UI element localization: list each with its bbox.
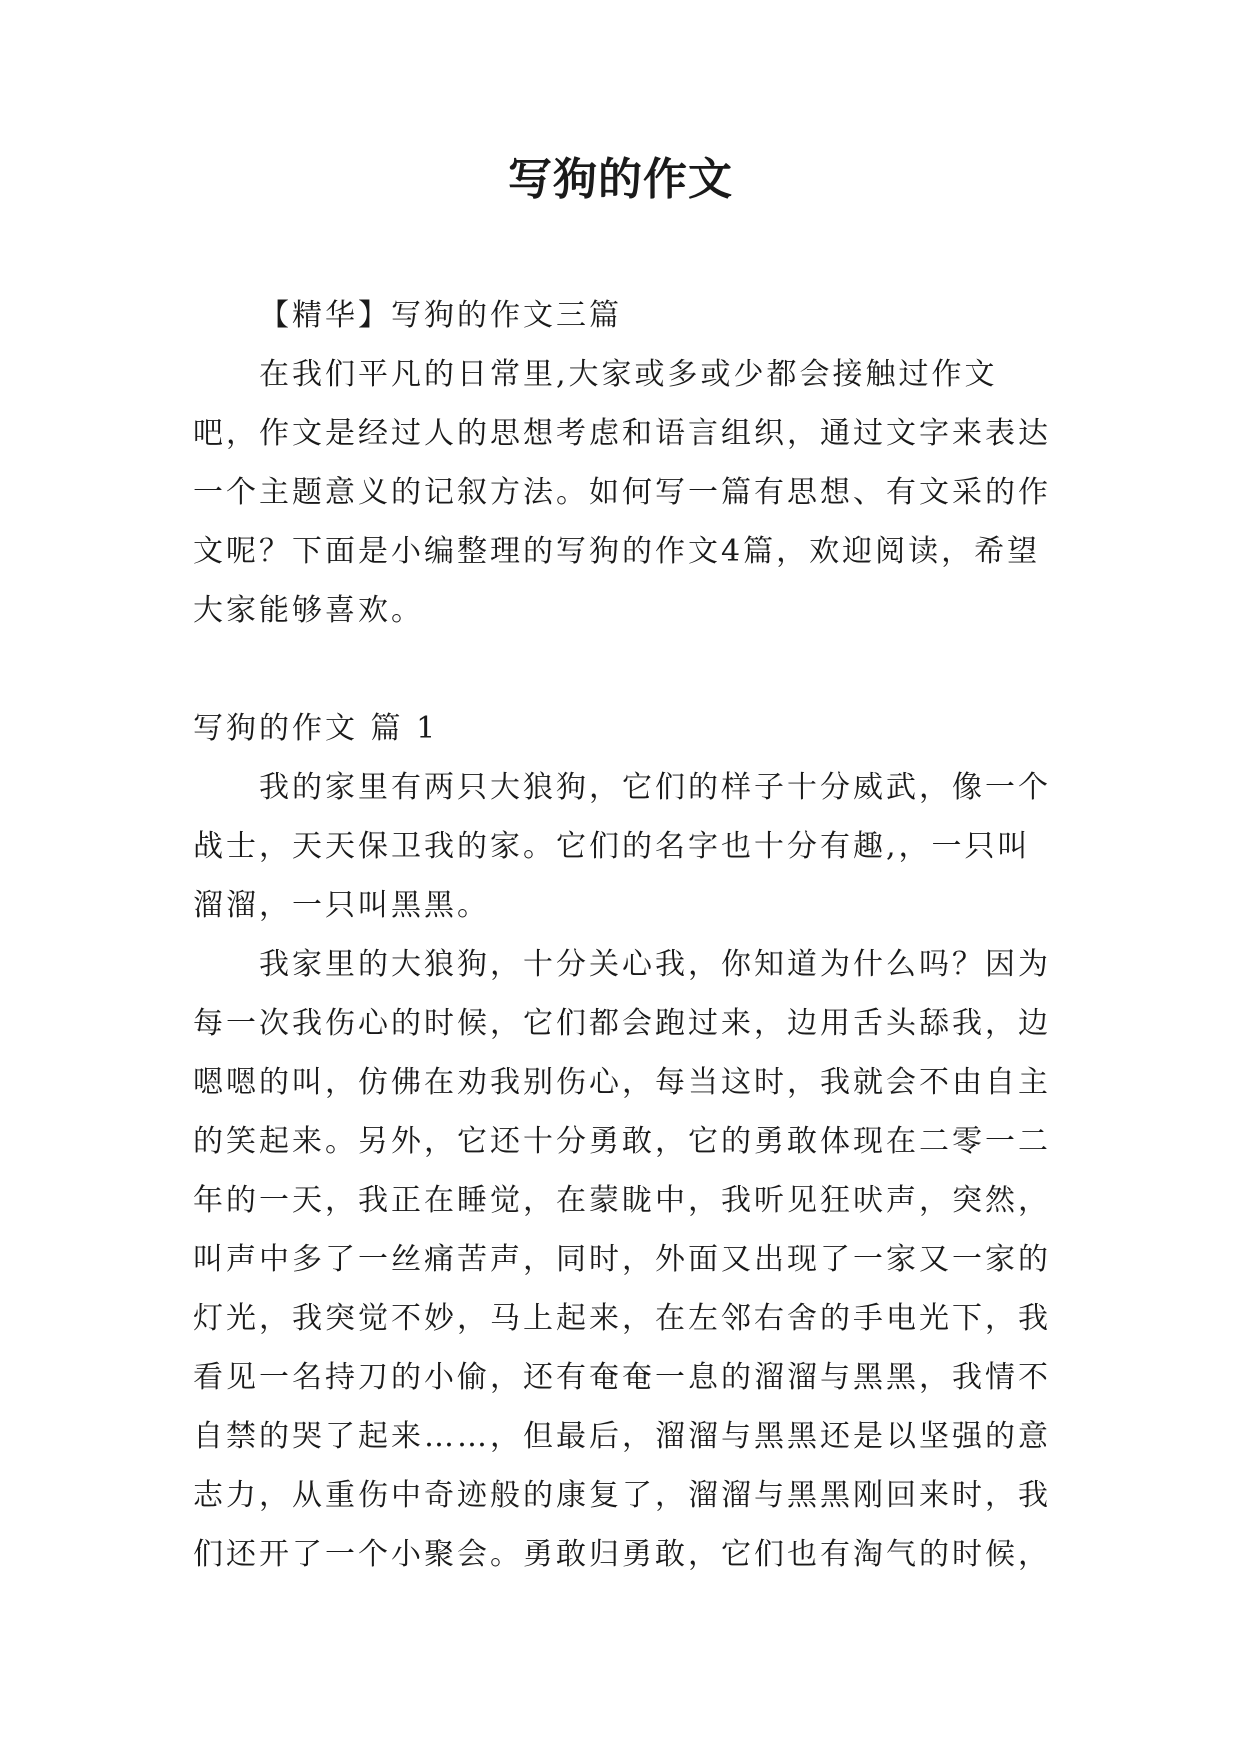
document-body (193, 286, 1053, 1584)
intro-paragraph: 在我们平凡的日常里,大家或多或少都会接触过作文吧，作文是经过人的思想考虑和语言组织，通过文字来表达一个主题意义的记叙方法。如何写一篇有思想、有文采的作文呢？下面是小编整理的写狗的作文4篇，欢迎阅读，希望大家能够喜欢。 (193, 357, 1051, 628)
document-title: 写狗的作文 (508, 154, 733, 205)
subtitle: 【精华】写狗的作文三篇 (259, 298, 622, 333)
section-heading: 写狗的作文 篇 1 (193, 711, 439, 746)
spacer (193, 640, 1053, 699)
body-paragraph-1: 我的家里有两只大狼狗，它们的样子十分威武，像一个战士，天天保卫我的家。它们的名字也十分有趣,，一只叫溜溜，一只叫黑黑。 (193, 770, 1051, 923)
body-paragraph-2: 我家里的大狼狗，十分关心我，你知道为什么吗？因为每一次我伤心的时候，它们都会跑过来，边用舌头舔我，边嗯嗯的叫，仿佛在劝我别伤心，每当这时，我就会不由自主的笑起来。另外，它还十分勇敢，它的勇敢体现在二零一二年的一天，我正在睡觉，在蒙眬中，我听见狂吠声，突然，叫声中多了一丝痛苦声，同时，外面又出现了一家又一家的灯光，我突觉不妙，马上起来，在左邻右舍的手电光下，我看见一名持刀的小偷，还有奄奄一息的溜溜与黑黑，我情不自禁的哭了起来……，但最后，溜溜与黑黑还是以坚强的意志力，从重伤中奇迹般的康复了，溜溜与黑黑刚回来时，我们还开了一个小聚会。勇敢归勇敢，它们也有淘气的时候， (193, 947, 1051, 1572)
